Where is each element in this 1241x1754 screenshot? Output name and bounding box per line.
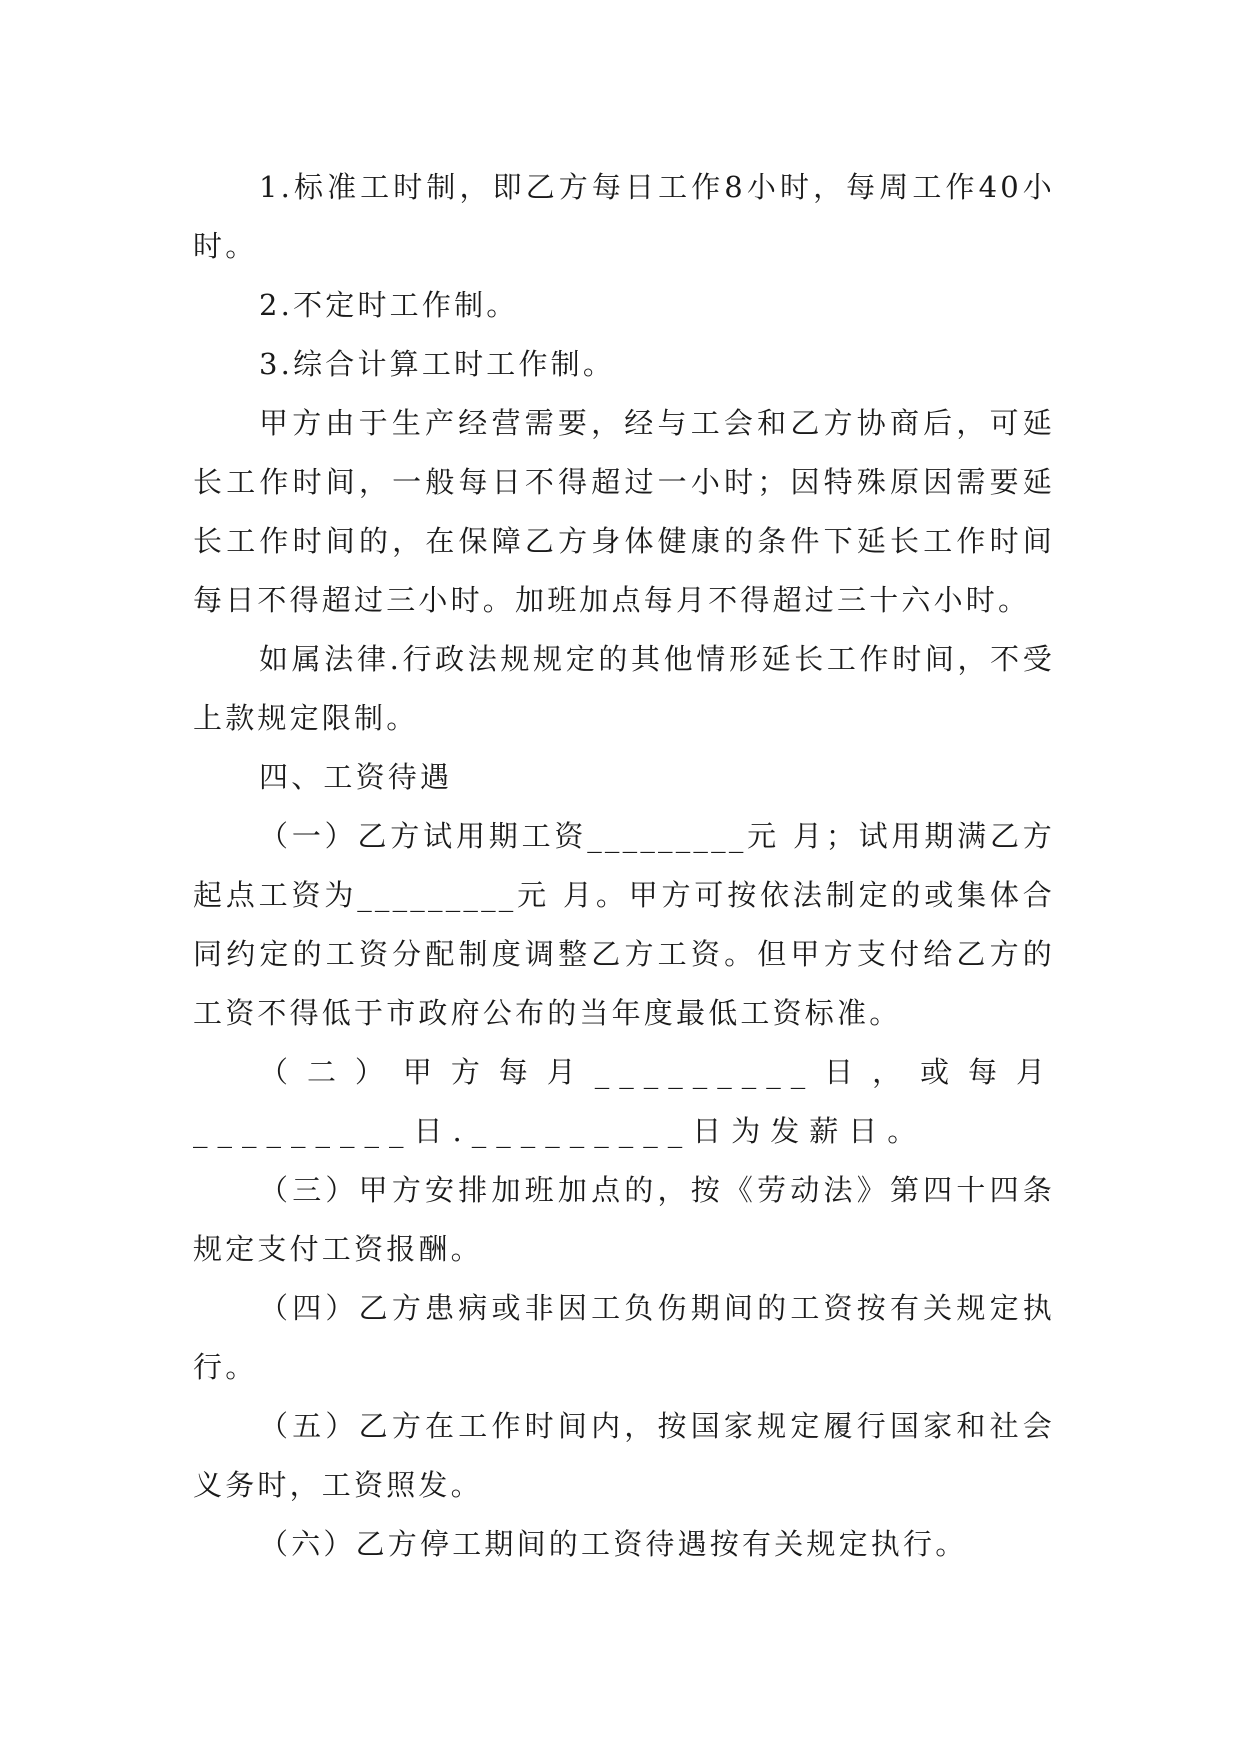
paragraph-comprehensive-hours: 3.综合计算工时工作制。	[259, 347, 616, 381]
paragraph-legal-exceptions: 如属法律.行政法规规定的其他情形延长工作时间，不受上款规定限制。	[193, 642, 1055, 735]
paragraph-flexible-hours: 2.不定时工作制。	[259, 288, 519, 322]
paragraph-standard-hours: 1.标准工时制，即乙方每日工作8小时，每周工作40小时。	[193, 170, 1055, 263]
paragraph-wage-4: （四）乙方患病或非因工负伤期间的工资按有关规定执行。	[193, 1291, 1055, 1384]
paragraph-wage-6: （六）乙方停工期间的工资待遇按有关规定执行。	[259, 1527, 968, 1561]
paragraph-wage-1: （一）乙方试用期工资_________元 月；试用期满乙方起点工资为_________元 月。甲方可按依法制定的或集体合同约定的工资分配制度调整乙方工资。但甲方支付给乙方的工资不得低于市政府公布的当年度最低工资标准。	[193, 819, 1055, 1030]
paragraph-wage-3: （三）甲方安排加班加点的，按《劳动法》第四十四条规定支付工资报酬。	[193, 1173, 1055, 1266]
document-body	[193, 158, 1055, 1574]
paragraph-overtime-limits: 甲方由于生产经营需要，经与工会和乙方协商后，可延长工作时间，一般每日不得超过一小时；因特殊原因需要延长工作时间的，在保障乙方身体健康的条件下延长工作时间每日不得超过三小时。加班加点每月不得超过三十六小时。	[193, 406, 1055, 617]
paragraph-wage-2: （二）甲方每月_________日，或每月_________日._________日为发薪日。	[193, 1055, 1055, 1148]
paragraph-wage-5: （五）乙方在工作时间内，按国家规定履行国家和社会义务时，工资照发。	[193, 1409, 1055, 1502]
section-heading-wages: 四、工资待遇	[259, 760, 453, 794]
